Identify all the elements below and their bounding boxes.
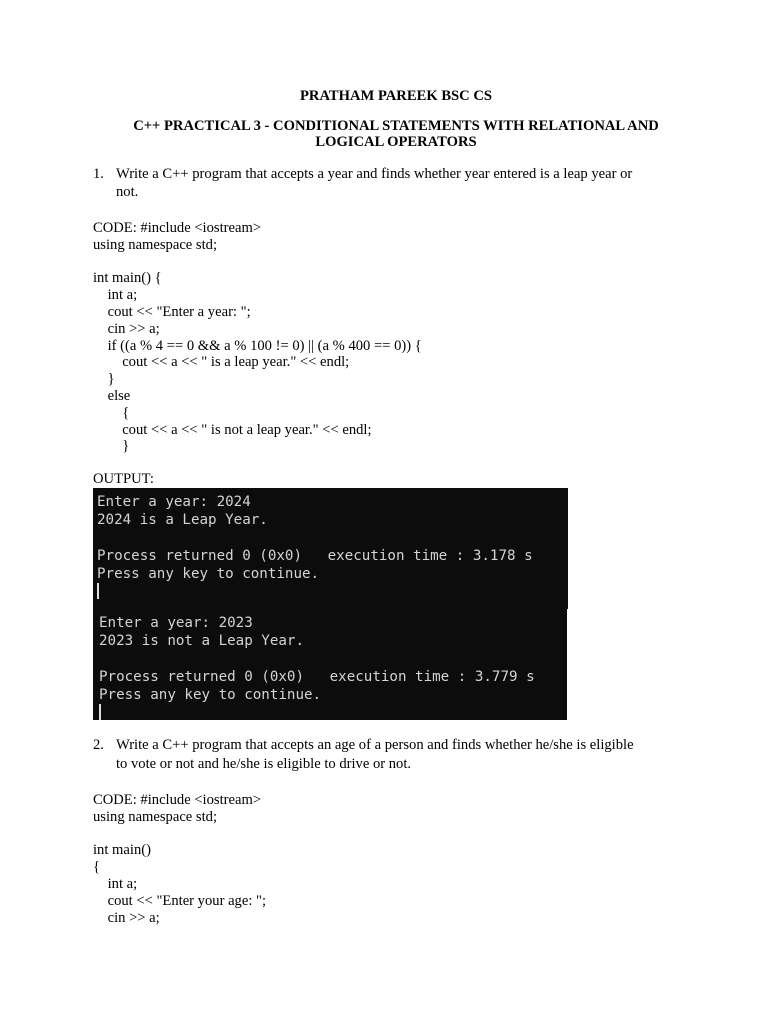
terminal-cursor	[99, 704, 101, 720]
code-line: {	[93, 859, 101, 876]
code-line: CODE: #include <iostream>	[93, 792, 262, 808]
code-line: cout << a << " is not a leap year." << endl;	[93, 421, 372, 438]
question-2-text-line1: Write a C++ program that accepts an age of a person and finds whether he/she is eligible	[116, 737, 634, 753]
terminal-line: Process returned 0 (0x0) execution time : 3.779 s	[99, 669, 535, 685]
question-1-text-line2: not.	[116, 184, 139, 200]
terminal-cursor	[97, 583, 99, 599]
code-line: int main()	[93, 842, 151, 859]
terminal-line: Press any key to continue.	[99, 687, 322, 703]
code-line: cout << a << " is a leap year." << endl;	[93, 354, 350, 371]
terminal-line: Press any key to continue.	[97, 566, 320, 582]
question-2-code	[93, 792, 266, 926]
code-line: {	[93, 404, 130, 421]
author-heading: PRATHAM PAREEK BSC CS	[299, 88, 493, 104]
code-line	[93, 826, 266, 843]
code-line: if ((a % 4 == 0 && a % 100 != 0) || (a % 400 == 0)) {	[93, 337, 422, 354]
terminal-line: 2024 is a Leap Year.	[97, 512, 268, 528]
question-1-number: 1.	[93, 166, 104, 182]
terminal-output-1	[93, 488, 568, 609]
question-1-code	[93, 220, 422, 455]
question-2-number: 2.	[93, 737, 104, 753]
terminal-line	[99, 650, 567, 668]
output-label: OUTPUT:	[93, 471, 154, 487]
code-line: cout << "Enter a year: ";	[93, 303, 251, 320]
code-line: int main() {	[93, 270, 162, 287]
code-line: int a;	[93, 287, 138, 304]
code-line: int a;	[93, 875, 138, 892]
question-1-text-line1: Write a C++ program that accepts a year and finds whether year entered is a leap year or	[116, 166, 633, 182]
code-line: using namespace std;	[93, 236, 218, 253]
terminal-output-2	[93, 609, 567, 720]
code-line: }	[93, 371, 115, 388]
terminal-line: Enter a year: 2023	[99, 615, 253, 631]
terminal-line	[97, 529, 568, 547]
code-line: cin >> a;	[93, 909, 160, 926]
code-line	[93, 254, 422, 271]
code-line: cin >> a;	[93, 320, 160, 337]
practical-title-line2: LOGICAL OPERATORS	[315, 134, 477, 150]
code-line: cout << "Enter your age: ";	[93, 892, 267, 909]
terminal-line: 2023 is not a Leap Year.	[99, 633, 304, 649]
practical-title-line1: C++ PRACTICAL 3 - CONDITIONAL STATEMENTS WITH RELATIONAL AND	[133, 118, 659, 134]
question-2-text-line2: to vote or not and he/she is eligible to drive or not.	[116, 756, 412, 772]
terminal-line: Enter a year: 2024	[97, 494, 251, 510]
code-line: }	[93, 438, 130, 455]
code-line: else	[93, 387, 131, 404]
code-line: CODE: #include <iostream>	[93, 220, 262, 236]
terminal-line: Process returned 0 (0x0) execution time : 3.178 s	[97, 548, 533, 564]
code-line: using namespace std;	[93, 808, 218, 825]
